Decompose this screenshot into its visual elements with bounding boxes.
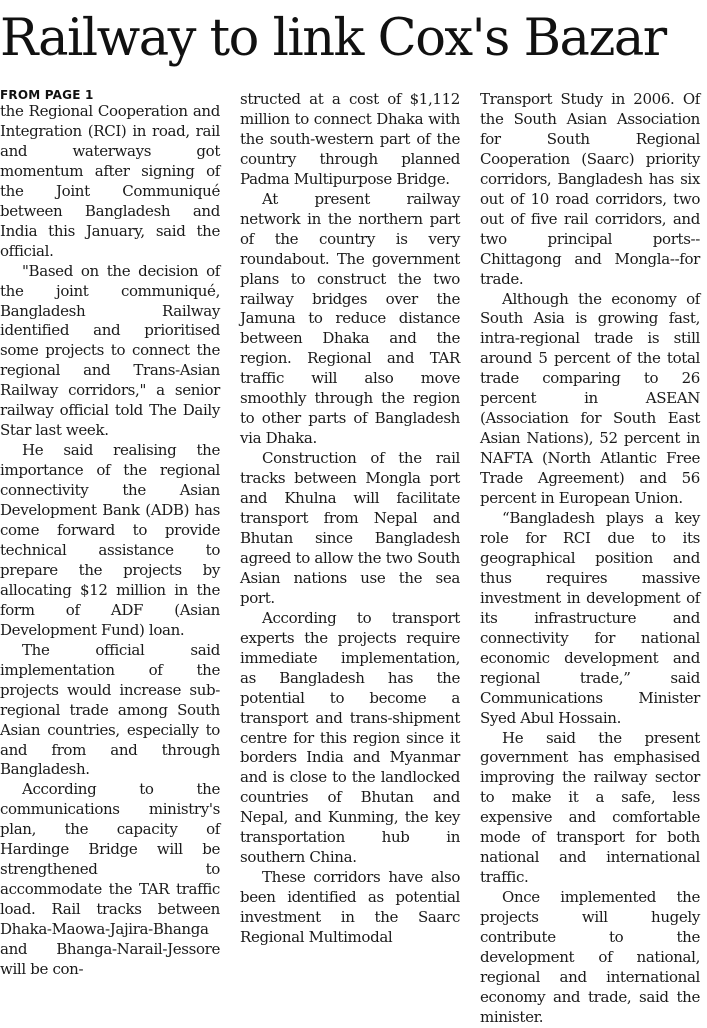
paragraph: Construction of the rail tracks between Mongla port and Khulna will facilitate transport from Nepal and Bhutan since Bangladesh agreed to allow the two South Asian nations use the sea port. [240,449,460,607]
article-column-1 [0,88,220,980]
paragraph: “Bangladesh plays a key role for RCI due to its geographical position and thus requires massive investment in development of its infrastructure and connectivity for national economic development and regional trade,” said Communications Minister Syed Abul Hossain. [480,509,700,727]
paragraph: He said realising the importance of the regional connectivity the Asian Development Bank (ADB) has come forward to provide technical assistance to prepare the projects by allocating $12 million in the form of ADF (Asian Development Fund) loan. [0,441,220,639]
paragraph: the Regional Cooperation and Integration (RCI) in road, rail and waterways got momentum after signing of the Joint Communiqué between Bangladesh and India this January, said the official. [0,102,220,260]
paragraph: "Based on the decision of the joint communiqué, Bangladesh Railway identified and prioritised some projects to connect the regional and Trans-Asian Railway corridors," a senior railway official told The Daily Star last week. [0,261,220,440]
continued-from-label: FROM PAGE 1 [0,88,94,102]
paragraph: According to transport experts the projects require immediate implementation, as Bangladesh has the potential to become a transport and trans-shipment centre for this region since it borders India and Myanmar and is close to the landlocked countries of Bhutan and Nepal, and Kunming, the key transportation hub in southern China. [240,608,460,867]
paragraph: At present railway network in the northern part of the country is very roundabout. The government plans to construct the two railway bridges over the Jamuna to reduce distance between Dhaka and the region. Regional and TAR traffic will also move smoothly through the region to other parts of Bangladesh via Dhaka. [240,189,460,448]
headline: Railway to link Cox's Bazar [0,9,666,68]
paragraph: According to the communications ministry's plan, the capacity of Hardinge Bridge will be strengthened to accommodate the TAR traffic load. Rail tracks between Dhaka-Maowa-Jajira-Bhanga and Bhanga-Narail-Jessore will be con- [0,780,220,978]
paragraph: These corridors have also been identified as potential investment in the Saarc Regional Multimodal [240,868,460,947]
article-column-2 [240,90,460,948]
paragraph: Transport Study in 2006. Of the South Asian Association for South Regional Cooperation (Saarc) priority corridors, Bangladesh has six out of 10 road corridors, two out of five rail corridors, and two principal ports--Chittagong and Mongla--for trade. [480,90,700,288]
article-column-3 [480,90,700,1028]
paragraph: He said the present government has emphasised improving the railway sector to make it a safe, less expensive and comfortable mode of transport for both national and international traffic. [480,728,700,887]
paragraph: The official said implementation of the projects would increase sub-regional trade among South Asian countries, especially to and from and through Bangladesh. [0,640,220,779]
paragraph: structed at a cost of $1,112 million to connect Dhaka with the south-western part of the country through planned Padma Multipurpose Bridge. [240,90,460,188]
paragraph: Once implemented the projects will hugely contribute to the development of national, regional and international economy and trade, said the minister. [480,888,700,1026]
paragraph: Although the economy of South Asia is growing fast, intra-regional trade is still around 5 percent of the total trade comparing to 26 percent in ASEAN (Association for South East Asian Nations), 52 percent in NAFTA (North Atlantic Free Trade Agreement) and 56 percent in European Union. [480,289,700,508]
